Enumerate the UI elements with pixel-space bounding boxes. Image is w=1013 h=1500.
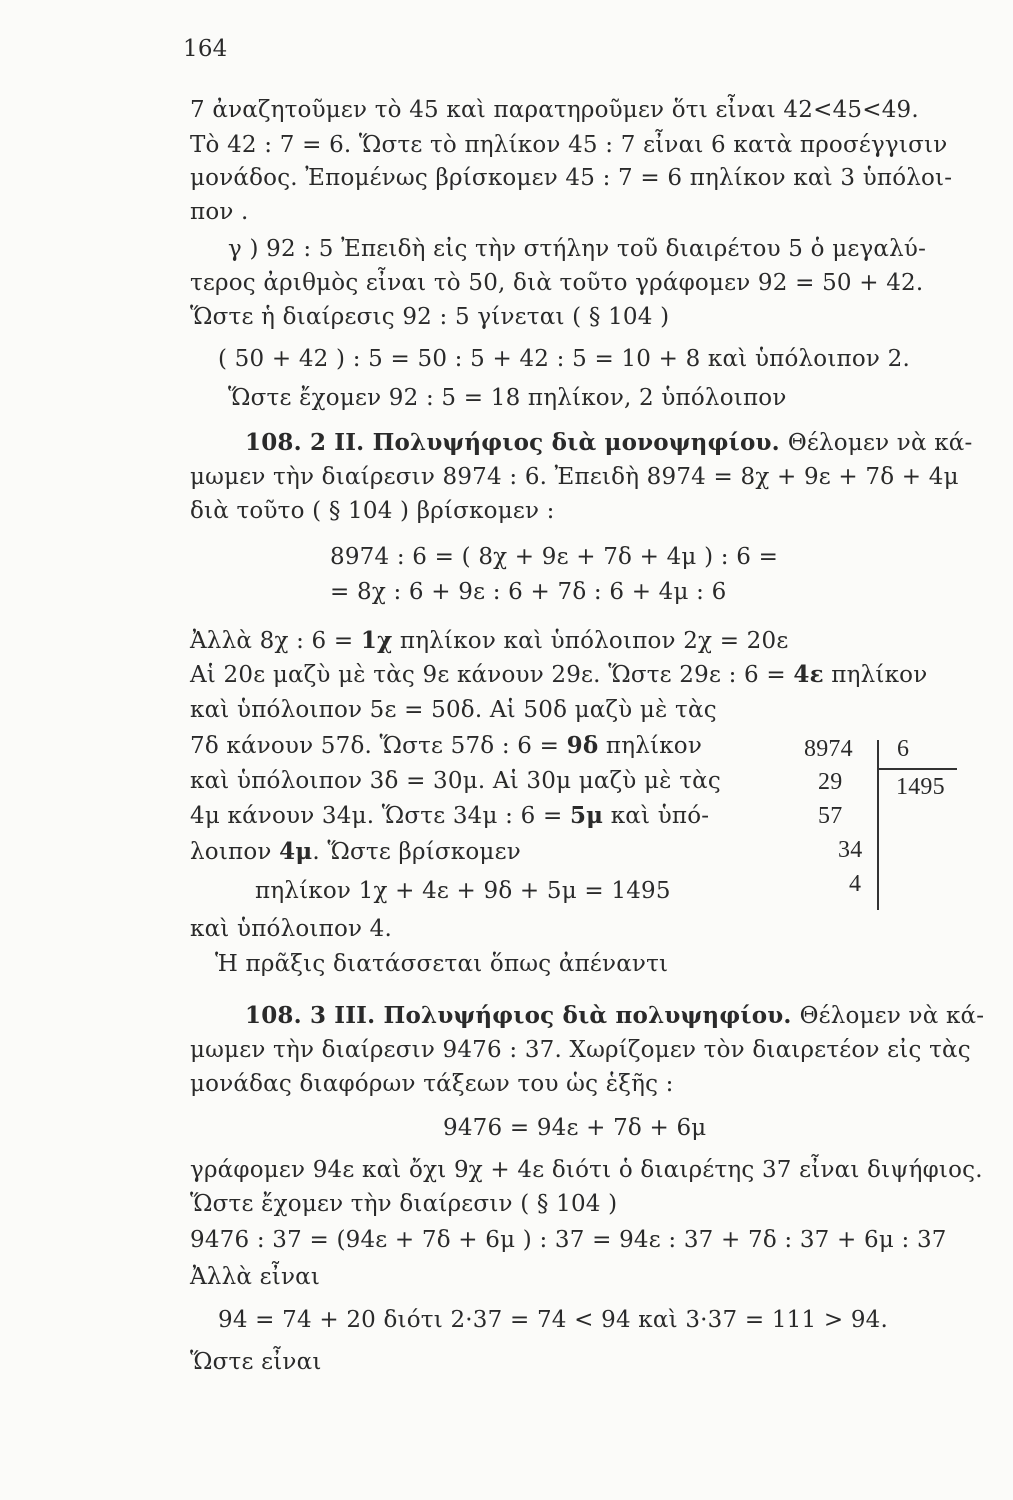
scheme-step: 57 <box>818 803 843 829</box>
text-line <box>190 660 927 690</box>
scheme-dividend: 8974 <box>804 736 853 762</box>
equation: 94 = 74 + 20 διότι 2·37 = 74 < 94 καὶ 3·37 = 111 > 94. <box>218 1307 889 1333</box>
text-line: Ὥστε ἔχομεν 92 : 5 = 18 πηλίκον, 2 ὑπόλοιπον <box>228 385 787 411</box>
equation: 9476 : 37 = (94ε + 7δ + 6μ ) : 37 = 94ε : 37 + 7δ : 37 + 6μ : 37 <box>190 1227 947 1253</box>
bold-digit: 4μ <box>279 838 313 865</box>
section-heading <box>245 428 973 458</box>
text-line: Ὥστε ἔχομεν τὴν διαίρεσιν ( § 104 ) <box>190 1191 618 1217</box>
text-line: μονάδας διαφόρων τάξεων του ὡς ἑξῆς : <box>190 1071 674 1097</box>
text-line: πον . <box>190 199 249 225</box>
text-segment: 4μ κάνουν 34μ. Ὥστε 34μ : 6 = <box>190 803 570 829</box>
text-line <box>190 626 788 656</box>
scheme-step: 34 <box>838 837 863 863</box>
scheme-step: 29 <box>818 769 843 795</box>
equation: 8974 : 6 = ( 8χ + 9ε + 7δ + 4μ ) : 6 = <box>330 544 779 570</box>
text-line <box>190 801 709 831</box>
text-line: τερος ἀριθμὸς εἶναι τὸ 50, διὰ τοῦτο γράφομεν 92 = 50 + 42. <box>190 270 924 296</box>
text-line: γράφομεν 94ε καὶ ὄχι 9χ + 4ε διότι ὁ διαιρέτης 37 εἶναι διψήφιος. <box>190 1157 983 1183</box>
text-line: Ἀλλὰ εἶναι <box>190 1264 321 1290</box>
section-heading <box>245 1001 984 1031</box>
text-line: διὰ τοῦτο ( § 104 ) βρίσκομεν : <box>190 498 555 524</box>
bold-digit: 5μ <box>569 802 604 829</box>
text-line: 7 ἀναζητοῦμεν τὸ 45 καὶ παρατηροῦμεν ὅτι εἶναι 42<45<49. <box>190 97 919 123</box>
text-line: γ ) 92 : 5 Ἐπειδὴ εἰς τὴν στήλην τοῦ διαιρέτου 5 ὁ μεγαλύ- <box>228 236 927 262</box>
scheme-step: 4 <box>849 871 862 897</box>
text-segment: πηλίκον <box>598 733 702 759</box>
bold-digit: 1χ <box>360 627 393 654</box>
text-line: μονάδος. Ἐπομένως βρίσκομεν 45 : 7 = 6 πηλίκον καὶ 3 ὑπόλοι- <box>190 165 953 191</box>
text-line <box>190 731 702 761</box>
text-segment: Ἀλλὰ 8χ : 6 = <box>190 628 361 654</box>
text-segment: Αἱ 20ε μαζὺ μὲ τὰς 9ε κάνουν 29ε. Ὥστε 29ε : 6 = <box>190 662 794 688</box>
bold-digit: 9δ <box>566 732 599 759</box>
equation: = 8χ : 6 + 9ε : 6 + 7δ : 6 + 4μ : 6 <box>330 579 727 605</box>
scheme-horizontal-rule <box>877 768 957 770</box>
scheme-vertical-rule <box>877 740 879 910</box>
text-line: Ὥστε ἡ διαίρεσις 92 : 5 γίνεται ( § 104 ) <box>190 304 670 330</box>
page-number: 164 <box>183 36 228 62</box>
text-line <box>190 837 521 867</box>
text-line: Ὥστε εἶναι <box>190 1349 322 1375</box>
text-segment: . Ὥστε βρίσκομεν <box>312 839 521 865</box>
text-line: Ἡ πρᾶξις διατάσσεται ὅπως ἀπέναντι <box>215 951 669 977</box>
section-title: II. Πολυψήφιος διὰ μονοψηφίου. <box>334 429 780 456</box>
text-line: μωμεν τὴν διαίρεσιν 9476 : 37. Χωρίζομεν τὸν διαιρετέον εἰς τὰς <box>190 1037 971 1063</box>
text-line: καὶ ὑπόλοιπον 3δ = 30μ. Αἱ 30μ μαζὺ μὲ τὰς <box>190 768 721 794</box>
equation: 9476 = 94ε + 7δ + 6μ <box>443 1115 707 1141</box>
section-title: III. Πολυψήφιος διὰ πολυψηφίου. <box>334 1002 792 1029</box>
section-intro: Θέλομεν νὰ κά- <box>799 1003 985 1029</box>
equation: πηλίκον 1χ + 4ε + 9δ + 5μ = 1495 <box>255 878 671 904</box>
text-segment: πηλίκον καὶ ὑπόλοιπον 2χ = 20ε <box>392 628 789 654</box>
text-segment: λοιπον <box>190 839 280 865</box>
text-segment: καὶ ὑπό- <box>603 803 710 829</box>
scheme-quotient: 1495 <box>896 774 945 800</box>
text-line: ( 50 + 42 ) : 5 = 50 : 5 + 42 : 5 = 10 + 8 καὶ ὑπόλοιπον 2. <box>218 346 910 372</box>
text-line: Τὸ 42 : 7 = 6. Ὥστε τὸ πηλίκον 45 : 7 εἶναι 6 κατὰ προσέγγισιν <box>190 132 948 158</box>
text-line: μωμεν τὴν διαίρεσιν 8974 : 6. Ἐπειδὴ 8974 = 8χ + 9ε + 7δ + 4μ <box>190 464 959 490</box>
section-number: 108. 3 <box>245 1002 327 1029</box>
text-segment: 7δ κάνουν 57δ. Ὥστε 57δ : 6 = <box>190 733 567 759</box>
section-intro: Θέλομεν νὰ κά- <box>787 430 973 456</box>
section-number: 108. 2 <box>245 429 327 456</box>
text-segment: πηλίκον <box>823 662 928 688</box>
scheme-divisor: 6 <box>897 736 910 762</box>
text-line: καὶ ὑπόλοιπον 4. <box>190 916 393 942</box>
bold-digit: 4ε <box>793 661 824 688</box>
text-line: καὶ ὑπόλοιπον 5ε = 50δ. Αἱ 50δ μαζὺ μὲ τὰς <box>190 697 717 723</box>
